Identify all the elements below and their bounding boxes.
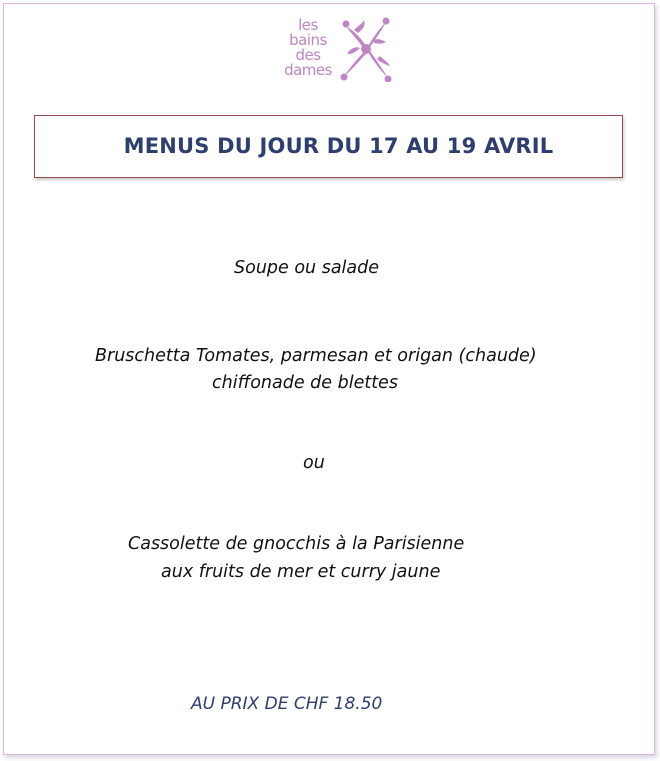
logo-wordmark [276,18,340,78]
dish-2-line-1: Cassolette de gnocchis à la Parisienne [128,534,465,554]
logo-line-dames: dames [284,61,332,79]
dish-2-line-2: aux fruits de mer et curry jaune [161,562,441,582]
bathing-women-icon [340,16,392,82]
logo [272,14,392,84]
menu-page [3,3,655,755]
price-label: AU PRIX DE CHF 18.50 [191,694,383,714]
dish-1-line-2: chiffonade de blettes [212,373,398,393]
logo-line-des: des [295,46,321,64]
page-title: MENUS DU JOUR DU 17 AU 19 AVRIL [123,134,554,158]
menu-starter: Soupe ou salade [234,258,380,278]
logo-line-les: les [298,16,318,34]
menu-separator: ou [303,453,325,473]
title-box [34,115,623,178]
logo-line-bains: bains [289,31,327,49]
dish-1-line-1: Bruschetta Tomates, parmesan et origan (chaude) [95,346,537,366]
